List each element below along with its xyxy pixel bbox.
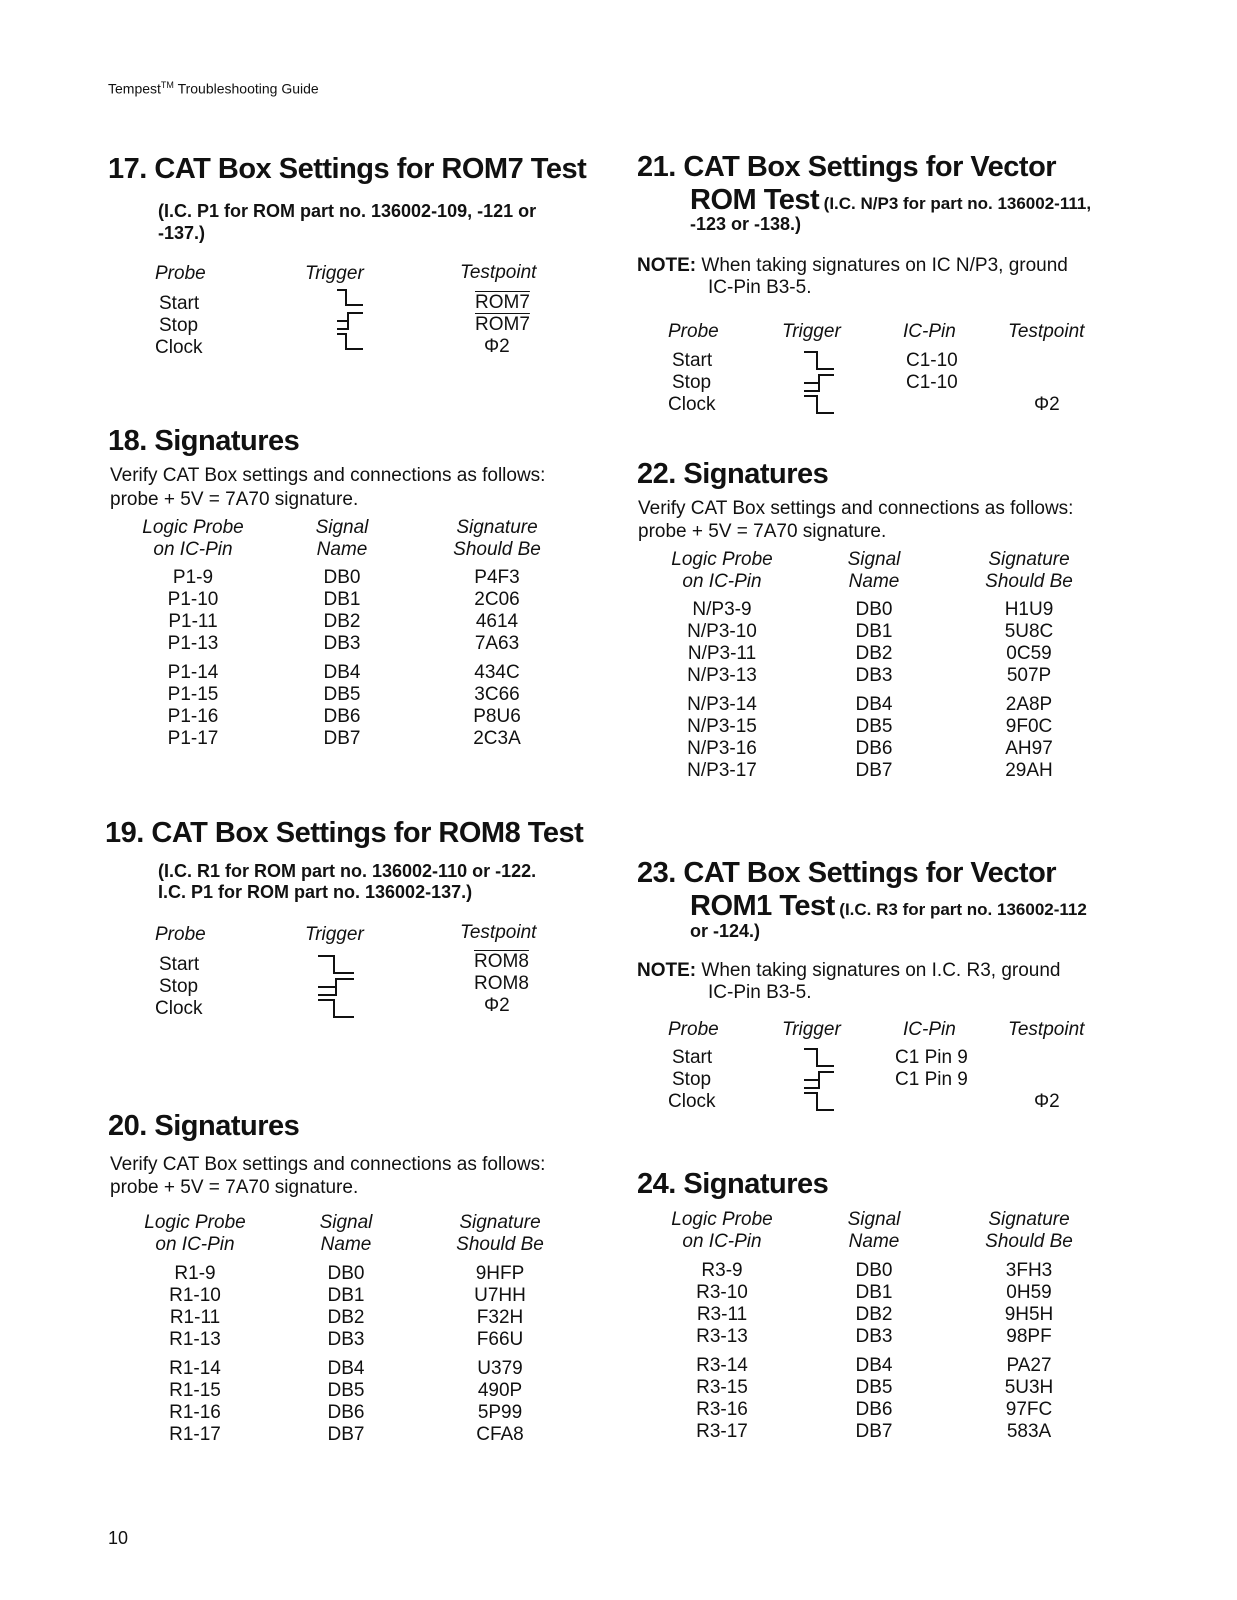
table-cell: 0H59: [1006, 1282, 1052, 1303]
section-21-subtitle-2: -123 or -138.): [690, 214, 802, 234]
testpoint-phi2: Φ2: [484, 336, 510, 357]
table-cell: 507P: [1006, 665, 1052, 686]
table-cell: DB1: [327, 1285, 365, 1306]
table-cell: DB4: [327, 1358, 365, 1379]
table-cell: H1U9: [1004, 599, 1054, 620]
section-number: 24.: [637, 1168, 676, 1200]
table-cell: 5U8C: [1004, 621, 1054, 642]
header-line: on IC-Pin: [682, 571, 762, 592]
table-cell: U7HH: [474, 1285, 526, 1306]
section-23-subtitle-2: or -124.): [690, 921, 761, 941]
col-header-testpoint: Testpoint: [1008, 321, 1085, 342]
probe-stop: Stop: [159, 315, 199, 336]
col-header-logic-probe: [133, 1212, 257, 1256]
section-heading: Signatures: [683, 458, 829, 490]
table-cell: AH97: [1005, 738, 1053, 759]
section-heading: Signatures: [154, 425, 300, 457]
table-cell: P4F3: [474, 567, 520, 588]
col-header-testpoint: Testpoint: [1008, 1019, 1085, 1040]
testpoint-phi2: Φ2: [1034, 394, 1060, 415]
table-cell: R3-16: [696, 1399, 748, 1420]
header-line: Signature: [456, 517, 538, 538]
header-line: Should Be: [985, 571, 1073, 592]
section-number: 18.: [108, 425, 147, 457]
table-cell: DB6: [855, 738, 893, 759]
section-23-title: [637, 857, 1056, 890]
table-cell: 2C3A: [473, 728, 521, 749]
table-cell: P1-16: [167, 706, 219, 727]
table-cell: 5P99: [477, 1402, 523, 1423]
falling-edge-trigger-icon: [802, 1091, 836, 1113]
section-19-subtitle-2: I.C. P1 for ROM part no. 136002-137.): [158, 882, 473, 902]
section-21-note: [637, 255, 1068, 277]
table-cell: 29AH: [1005, 760, 1053, 781]
section-number: 20.: [108, 1110, 147, 1142]
col-header-trigger: Trigger: [305, 263, 364, 284]
table-cell: R3-17: [696, 1421, 748, 1442]
table-cell: N/P3-13: [687, 665, 757, 686]
trademark-mark: TM: [160, 80, 174, 90]
probe-clock: Clock: [155, 998, 203, 1019]
table-cell: DB4: [855, 1355, 893, 1376]
rising-edge-trigger-icon: [316, 976, 356, 998]
falling-edge-trigger-icon: [335, 332, 365, 352]
section-heading: Signatures: [683, 1168, 829, 1200]
col-header-signature: [448, 1212, 552, 1256]
probe-stop: Stop: [672, 372, 712, 393]
header-line: Should Be: [456, 1234, 544, 1255]
col-header-probe: Probe: [668, 321, 719, 342]
table-cell: DB4: [855, 694, 893, 715]
header-line: Signature: [988, 549, 1070, 570]
page-number: 10: [108, 1528, 129, 1548]
table-cell: DB6: [327, 1402, 365, 1423]
section-heading: CAT Box Settings for Vector: [683, 857, 1057, 889]
page-header: [108, 80, 319, 97]
table-cell: DB7: [855, 760, 893, 781]
table-cell: DB5: [855, 716, 893, 737]
header-line: Logic Probe: [671, 549, 773, 570]
note-text: When taking signatures on I.C. R3, ground: [701, 960, 1061, 981]
table-cell: 490P: [477, 1380, 523, 1401]
table-cell: DB6: [323, 706, 361, 727]
table-cell: N/P3-14: [687, 694, 757, 715]
signal-name-column: [310, 1263, 382, 1446]
table-cell: R3-11: [696, 1304, 748, 1325]
table-cell: P1-13: [167, 633, 219, 654]
logic-probe-column: [659, 1260, 785, 1443]
testpoint-rom7-stop: ROM7: [475, 314, 530, 335]
table-cell: 0C59: [1006, 643, 1052, 664]
section-21-note-2: IC-Pin B3-5.: [708, 277, 812, 298]
section-17-subtitle-2: -137.): [158, 223, 206, 243]
table-cell: 2C06: [474, 589, 520, 610]
table-cell: DB1: [855, 1282, 893, 1303]
section-22-title: [637, 458, 828, 491]
table-cell: 4614: [475, 611, 519, 632]
signature-column: [977, 599, 1081, 782]
table-cell: N/P3-11: [687, 643, 757, 664]
section-21-title: [637, 151, 1056, 184]
ic-pin-stop: C1 Pin 9: [895, 1069, 968, 1090]
signature-column: [448, 1263, 552, 1446]
header-line: Name: [848, 571, 900, 592]
col-header-trigger: Trigger: [782, 321, 841, 342]
probe-clock: Clock: [155, 337, 203, 358]
probe-start: Start: [159, 954, 200, 975]
col-header-trigger: Trigger: [305, 924, 364, 945]
note-text: When taking signatures on IC N/P3, ground: [701, 255, 1068, 276]
header-line: Name: [320, 1234, 372, 1255]
col-header-probe: Probe: [668, 1019, 719, 1040]
col-header-testpoint: Testpoint: [460, 922, 537, 943]
probe-start: Start: [672, 350, 713, 371]
section-number: 23.: [637, 857, 676, 889]
col-header-signal-name: [838, 549, 910, 593]
col-header-signal-name: [306, 517, 378, 561]
header-line: Signal: [315, 517, 369, 538]
table-cell: DB3: [855, 1326, 893, 1347]
note-label: NOTE:: [637, 255, 697, 276]
table-cell: 3C66: [474, 684, 520, 705]
table-cell: DB2: [323, 611, 361, 632]
section-heading: Signatures: [154, 1110, 300, 1142]
header-line: Should Be: [985, 1231, 1073, 1252]
falling-edge-trigger-icon: [335, 288, 365, 308]
section-21-subtitle-1: (I.C. N/P3 for part no. 136002-111,: [823, 194, 1092, 213]
section-heading: CAT Box Settings for ROM7 Test: [154, 153, 587, 185]
header-line: Name: [316, 539, 368, 560]
col-header-signal-name: [838, 1209, 910, 1253]
table-cell: R1-10: [169, 1285, 221, 1306]
section-18-title: [108, 425, 299, 458]
header-line: on IC-Pin: [155, 1234, 235, 1255]
table-cell: DB3: [855, 665, 893, 686]
table-cell: DB3: [327, 1329, 365, 1350]
section-17-subtitle-1: (I.C. P1 for ROM part no. 136002-109, -121 or: [158, 201, 537, 221]
header-line: on IC-Pin: [682, 1231, 762, 1252]
section-19-subtitle-1: (I.C. R1 for ROM part no. 136002-110 or -122.: [158, 861, 537, 881]
header-line: Signature: [459, 1212, 541, 1233]
table-cell: R3-15: [696, 1377, 748, 1398]
col-header-signal-name: [310, 1212, 382, 1256]
probe-clock: Clock: [668, 1091, 716, 1112]
probe-stop: Stop: [159, 976, 199, 997]
ic-pin-start: C1 Pin 9: [895, 1047, 968, 1068]
signal-name-column: [838, 1260, 910, 1443]
header-line: Name: [848, 1231, 900, 1252]
section-18-intro-2: probe + 5V = 7A70 signature.: [110, 489, 359, 510]
header-line: Signal: [319, 1212, 373, 1233]
falling-edge-trigger-icon: [802, 394, 836, 416]
table-cell: P1-11: [168, 611, 218, 632]
table-cell: DB5: [855, 1377, 893, 1398]
logic-probe-column: [659, 599, 785, 782]
col-header-logic-probe: [131, 517, 255, 561]
table-cell: DB0: [855, 1260, 893, 1281]
table-cell: DB0: [327, 1263, 365, 1284]
table-cell: DB0: [323, 567, 361, 588]
header-subtitle: Troubleshooting Guide: [177, 80, 319, 97]
testpoint-rom7-start: ROM7: [475, 292, 530, 313]
signature-column: [977, 1260, 1081, 1443]
header-line: Should Be: [453, 539, 541, 560]
table-cell: R3-10: [696, 1282, 748, 1303]
table-cell: DB7: [855, 1421, 893, 1442]
table-cell: R1-16: [169, 1402, 221, 1423]
probe-start: Start: [672, 1047, 713, 1068]
table-cell: R1-15: [169, 1380, 221, 1401]
table-cell: P8U6: [473, 706, 521, 727]
header-line: Logic Probe: [671, 1209, 773, 1230]
col-header-trigger: Trigger: [782, 1019, 841, 1040]
table-cell: P1-14: [167, 662, 219, 683]
testpoint-rom8-stop: ROM8: [474, 973, 529, 994]
table-cell: F32H: [476, 1307, 524, 1328]
section-number: 21.: [637, 151, 676, 183]
table-cell: R3-9: [701, 1260, 743, 1281]
section-18-intro-1: Verify CAT Box settings and connections as follows:: [110, 465, 546, 486]
table-cell: R1-17: [169, 1424, 221, 1445]
col-header-signature: [977, 1209, 1081, 1253]
section-24-title: [637, 1168, 828, 1201]
table-cell: R1-11: [169, 1307, 221, 1328]
col-header-testpoint: Testpoint: [460, 262, 537, 283]
table-cell: 3FH3: [1005, 1260, 1053, 1281]
table-cell: DB5: [327, 1380, 365, 1401]
col-header-signature: [977, 549, 1081, 593]
table-cell: DB2: [855, 1304, 893, 1325]
section-22-intro-1: Verify CAT Box settings and connections as follows:: [638, 498, 1074, 519]
table-cell: DB7: [327, 1424, 365, 1445]
section-heading-cont: ROM1 Test: [690, 890, 835, 922]
header-line: Signal: [847, 549, 901, 570]
falling-edge-trigger-icon: [802, 1047, 836, 1069]
table-cell: P1-17: [167, 728, 219, 749]
col-header-logic-probe: [659, 1209, 785, 1253]
header-line: Signal: [847, 1209, 901, 1230]
table-cell: F66U: [476, 1329, 524, 1350]
table-cell: P1-9: [172, 567, 214, 588]
col-header-probe: Probe: [155, 263, 206, 284]
section-23-title-line-2: [690, 890, 1087, 923]
table-cell: U379: [477, 1358, 523, 1379]
section-17-title: [108, 153, 586, 186]
section-heading: CAT Box Settings for ROM8 Test: [151, 817, 584, 849]
table-cell: DB7: [323, 728, 361, 749]
testpoint-phi2: Φ2: [484, 995, 510, 1016]
section-23-note: [637, 960, 1060, 982]
section-number: 22.: [637, 458, 676, 490]
header-line: Logic Probe: [144, 1212, 246, 1233]
table-cell: R1-13: [169, 1329, 221, 1350]
table-cell: DB5: [323, 684, 361, 705]
table-cell: 2A8P: [1005, 694, 1053, 715]
ic-pin-stop: C1-10: [906, 372, 958, 393]
section-number: 19.: [105, 817, 144, 849]
section-heading: CAT Box Settings for Vector: [683, 151, 1057, 183]
section-heading-cont: ROM Test: [690, 184, 820, 216]
signature-column: [445, 567, 549, 750]
table-cell: DB0: [855, 599, 893, 620]
rising-edge-trigger-icon: [802, 372, 836, 394]
section-20-title: [108, 1110, 299, 1143]
table-cell: N/P3-9: [692, 599, 752, 620]
table-cell: DB1: [323, 589, 361, 610]
table-cell: 7A63: [474, 633, 520, 654]
table-cell: 583A: [1006, 1421, 1052, 1442]
section-19-title: [105, 817, 583, 850]
falling-edge-trigger-icon: [316, 998, 356, 1020]
table-cell: N/P3-10: [687, 621, 757, 642]
testpoint-phi2: Φ2: [1034, 1091, 1060, 1112]
col-header-ic-pin: IC-Pin: [903, 321, 956, 342]
col-header-logic-probe: [659, 549, 785, 593]
table-cell: N/P3-16: [687, 738, 757, 759]
col-header-signature: [445, 517, 549, 561]
table-cell: DB2: [327, 1307, 365, 1328]
table-cell: DB3: [323, 633, 361, 654]
signal-name-column: [838, 599, 910, 782]
table-cell: CFA8: [476, 1424, 524, 1445]
rising-edge-trigger-icon: [802, 1069, 836, 1091]
note-label: NOTE:: [637, 960, 697, 981]
header-line: Logic Probe: [142, 517, 244, 538]
probe-stop: Stop: [672, 1069, 712, 1090]
section-number: 17.: [108, 153, 147, 185]
table-cell: P1-10: [167, 589, 219, 610]
section-23-note-2: IC-Pin B3-5.: [708, 982, 812, 1003]
section-20-intro-2: probe + 5V = 7A70 signature.: [110, 1177, 359, 1198]
logic-probe-column: [133, 1263, 257, 1446]
header-line: Signature: [988, 1209, 1070, 1230]
table-cell: R3-14: [696, 1355, 748, 1376]
col-header-ic-pin: IC-Pin: [903, 1019, 956, 1040]
table-cell: R1-14: [169, 1358, 221, 1379]
table-cell: 97FC: [1005, 1399, 1053, 1420]
table-cell: P1-15: [167, 684, 219, 705]
section-23-subtitle-1: (I.C. R3 for part no. 136002-112: [839, 900, 1087, 919]
header-title: Tempest: [108, 80, 161, 97]
probe-start: Start: [159, 293, 200, 314]
table-cell: DB1: [855, 621, 893, 642]
testpoint-rom8-start: ROM8: [474, 951, 529, 972]
table-cell: DB6: [855, 1399, 893, 1420]
falling-edge-trigger-icon: [316, 954, 356, 976]
table-cell: 9H5H: [1004, 1304, 1054, 1325]
table-cell: DB2: [855, 643, 893, 664]
ic-pin-start: C1-10: [906, 350, 958, 371]
rising-edge-trigger-icon: [335, 310, 365, 332]
logic-probe-column: [131, 567, 255, 750]
table-cell: R1-9: [174, 1263, 216, 1284]
section-22-intro-2: probe + 5V = 7A70 signature.: [638, 521, 887, 542]
table-cell: DB4: [323, 662, 361, 683]
col-header-probe: Probe: [155, 924, 206, 945]
signal-name-column: [306, 567, 378, 750]
probe-clock: Clock: [668, 394, 716, 415]
table-cell: R3-13: [696, 1326, 748, 1347]
section-20-intro-1: Verify CAT Box settings and connections as follows:: [110, 1154, 546, 1175]
table-cell: N/P3-15: [687, 716, 757, 737]
table-cell: 434C: [474, 662, 520, 683]
falling-edge-trigger-icon: [802, 350, 836, 372]
table-cell: N/P3-17: [687, 760, 757, 781]
header-line: on IC-Pin: [153, 539, 233, 560]
table-cell: PA27: [1006, 1355, 1052, 1376]
table-cell: 5U3H: [1004, 1377, 1054, 1398]
table-cell: 9F0C: [1005, 716, 1053, 737]
table-cell: 98PF: [1006, 1326, 1052, 1347]
table-cell: 9HFP: [475, 1263, 525, 1284]
